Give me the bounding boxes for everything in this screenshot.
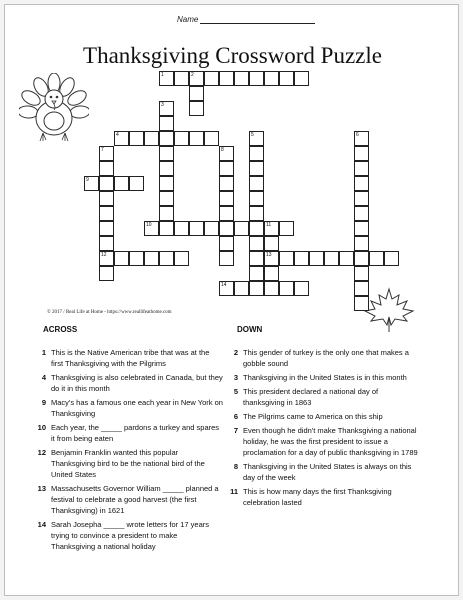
- cell-number: 8: [221, 147, 224, 153]
- crossword-cell[interactable]: [249, 71, 264, 86]
- across-clue-list: [33, 347, 223, 555]
- across-clue: [33, 347, 223, 369]
- clue-text: Thanksgiving in the United States is in this month: [243, 373, 407, 382]
- copyright-credit: © 2017 / Real Life at Home - https://www.reallifeathome.com: [47, 310, 172, 315]
- cell-number: 10: [146, 222, 152, 228]
- clue-number: 2: [233, 348, 238, 357]
- down-clue: [225, 486, 420, 508]
- crossword-cell[interactable]: [114, 251, 129, 266]
- clue-text: This president declared a national day of thanksgiving in 1863: [243, 387, 379, 407]
- crossword-cell[interactable]: [159, 146, 174, 161]
- crossword-cell[interactable]: [174, 131, 189, 146]
- cell-number: 2: [191, 72, 194, 78]
- clue-text: This gender of turkey is the only one that makes a gobble sound: [243, 348, 409, 368]
- crossword-cell[interactable]: [249, 236, 264, 251]
- clue-number: 3: [233, 373, 238, 382]
- crossword-cell[interactable]: [354, 296, 369, 311]
- crossword-cell[interactable]: [159, 131, 174, 146]
- crossword-cell[interactable]: [309, 251, 324, 266]
- crossword-cell[interactable]: [249, 221, 264, 236]
- crossword-cell[interactable]: [234, 221, 249, 236]
- crossword-cell[interactable]: [159, 206, 174, 221]
- crossword-cell[interactable]: [294, 281, 309, 296]
- crossword-cell[interactable]: [219, 206, 234, 221]
- clue-number: 9: [41, 398, 46, 407]
- crossword-cell[interactable]: [354, 281, 369, 296]
- cell-number: 12: [101, 252, 107, 258]
- clue-text: Thanksgiving is also celebrated in Canada, but they do it in this month: [51, 373, 223, 393]
- cell-number: 1: [161, 72, 164, 78]
- crossword-cell[interactable]: [279, 281, 294, 296]
- cell-number: 3: [161, 102, 164, 108]
- crossword-cell[interactable]: [204, 131, 219, 146]
- cell-number: 11: [266, 222, 272, 228]
- cell-number: 14: [221, 282, 227, 288]
- crossword-cell[interactable]: [249, 251, 264, 266]
- across-clue: [33, 483, 223, 516]
- crossword-cell[interactable]: [189, 101, 204, 116]
- crossword-cell[interactable]: [354, 146, 369, 161]
- crossword-cell[interactable]: [354, 161, 369, 176]
- crossword-cell[interactable]: [264, 266, 279, 281]
- clue-number: 7: [233, 426, 238, 435]
- crossword-cell[interactable]: [174, 221, 189, 236]
- crossword-cell[interactable]: [234, 71, 249, 86]
- crossword-cell[interactable]: [279, 71, 294, 86]
- across-clue: [33, 372, 223, 394]
- crossword-cell[interactable]: [189, 86, 204, 101]
- clue-number: 12: [37, 448, 46, 457]
- crossword-cell[interactable]: [324, 251, 339, 266]
- crossword-cell[interactable]: [219, 161, 234, 176]
- across-clue: [33, 447, 223, 480]
- crossword-cell[interactable]: [129, 131, 144, 146]
- cell-number: 6: [356, 132, 359, 138]
- crossword-cell[interactable]: [144, 131, 159, 146]
- name-label: Name: [177, 15, 199, 24]
- clue-number: 14: [37, 520, 46, 529]
- clue-number: 6: [233, 412, 238, 421]
- down-clue: [225, 347, 420, 369]
- clue-number: 8: [233, 462, 238, 471]
- across-clue: [33, 422, 223, 444]
- crossword-cell[interactable]: [99, 191, 114, 206]
- crossword-cell[interactable]: [369, 251, 384, 266]
- crossword-cell[interactable]: [219, 221, 234, 236]
- down-clue: [225, 425, 420, 458]
- crossword-cell[interactable]: [159, 251, 174, 266]
- clue-text: Even though he didn't make Thanksgiving a national holiday, he was the first president to issue a proclamation for a day of public thanksgiving in 1789: [243, 426, 418, 457]
- cell-number: 7: [101, 147, 104, 153]
- cell-number: 4: [116, 132, 119, 138]
- cell-number: 5: [251, 132, 254, 138]
- crossword-cell[interactable]: [279, 251, 294, 266]
- clue-number: 13: [37, 484, 46, 493]
- crossword-cell[interactable]: [99, 236, 114, 251]
- crossword-cell[interactable]: [204, 71, 219, 86]
- crossword-cell[interactable]: [264, 236, 279, 251]
- crossword-cell[interactable]: [294, 251, 309, 266]
- clue-number: 1: [41, 348, 46, 357]
- crossword-cell[interactable]: [219, 251, 234, 266]
- crossword-cell[interactable]: [264, 71, 279, 86]
- clue-number: 10: [37, 423, 46, 432]
- clue-number: 5: [233, 387, 238, 396]
- down-clue: [225, 372, 420, 383]
- clue-text: This is how many days the first Thanksgiving celebration lasted: [243, 487, 392, 507]
- cell-number: 9: [86, 177, 89, 183]
- clue-text: The Pilgrims came to America on this ship: [243, 412, 383, 421]
- crossword-cell[interactable]: [99, 161, 114, 176]
- crossword-cell[interactable]: [354, 236, 369, 251]
- crossword-cell[interactable]: [99, 266, 114, 281]
- cell-number: 13: [266, 252, 272, 258]
- down-clue-list: [225, 347, 420, 511]
- down-clue: [225, 411, 420, 422]
- crossword-cell[interactable]: [189, 221, 204, 236]
- crossword-cell[interactable]: [354, 176, 369, 191]
- crossword-cell[interactable]: [219, 71, 234, 86]
- crossword-cell[interactable]: [249, 206, 264, 221]
- clue-text: Benjamin Franklin wanted this popular Thanksgiving bird to be the national bird of the United States: [51, 448, 205, 479]
- crossword-cell[interactable]: [234, 281, 249, 296]
- crossword-cell[interactable]: [354, 191, 369, 206]
- crossword-cell[interactable]: [204, 221, 219, 236]
- clue-number: 4: [41, 373, 46, 382]
- down-clue: [225, 461, 420, 483]
- clue-text: Each year, the _____ pardons a turkey and spares it from being eaten: [51, 423, 220, 443]
- worksheet-page: [4, 4, 459, 596]
- crossword-cell[interactable]: [249, 191, 264, 206]
- clue-text: Sarah Josepha _____ wrote letters for 17 years trying to convince a president to make Thanksgiving a national holiday: [51, 520, 210, 551]
- clue-number: 11: [230, 487, 238, 496]
- crossword-cell[interactable]: [354, 251, 369, 266]
- crossword-cell[interactable]: [249, 161, 264, 176]
- crossword-cell[interactable]: [159, 191, 174, 206]
- crossword-cell[interactable]: [129, 176, 144, 191]
- crossword-cell[interactable]: [264, 281, 279, 296]
- crossword-cell[interactable]: [114, 176, 129, 191]
- crossword-cell[interactable]: [384, 251, 399, 266]
- across-clue: [33, 519, 223, 552]
- crossword-cell[interactable]: [354, 221, 369, 236]
- crossword-cell[interactable]: [99, 176, 114, 191]
- down-clue: [225, 386, 420, 408]
- crossword-cell[interactable]: [159, 176, 174, 191]
- page-title: Thanksgiving Crossword Puzzle: [83, 43, 382, 68]
- crossword-cell[interactable]: [249, 266, 264, 281]
- crossword-cell[interactable]: [354, 266, 369, 281]
- crossword-cell[interactable]: [249, 281, 264, 296]
- crossword-grid: [5, 5, 460, 325]
- crossword-cell[interactable]: [174, 71, 189, 86]
- crossword-cell[interactable]: [129, 251, 144, 266]
- crossword-cell[interactable]: [159, 161, 174, 176]
- crossword-cell[interactable]: [219, 176, 234, 191]
- clue-text: Thanksgiving in the United States is always on this day of the week: [243, 462, 412, 482]
- crossword-cell[interactable]: [219, 236, 234, 251]
- clue-text: This is the Native American tribe that was at the first Thanksgiving with the Pilgrims: [51, 348, 210, 368]
- crossword-cell[interactable]: [99, 206, 114, 221]
- crossword-cell[interactable]: [294, 71, 309, 86]
- clue-text: Macy's has a famous one each year in New York on Thanksgiving: [51, 398, 223, 418]
- crossword-cell[interactable]: [249, 176, 264, 191]
- down-heading: DOWN: [237, 325, 263, 334]
- clue-text: Massachusetts Governor William _____ planned a festival to celebrate a good harvest (the first Thanksgiving) in 1621: [51, 484, 219, 515]
- crossword-cell[interactable]: [174, 251, 189, 266]
- crossword-cell[interactable]: [354, 206, 369, 221]
- crossword-cell[interactable]: [159, 221, 174, 236]
- crossword-cell[interactable]: [249, 146, 264, 161]
- crossword-cell[interactable]: [219, 191, 234, 206]
- crossword-cell[interactable]: [99, 221, 114, 236]
- crossword-cell[interactable]: [189, 131, 204, 146]
- across-heading: ACROSS: [43, 325, 78, 334]
- across-clue: [33, 397, 223, 419]
- crossword-cell[interactable]: [339, 251, 354, 266]
- crossword-cell[interactable]: [279, 221, 294, 236]
- crossword-cell[interactable]: [144, 251, 159, 266]
- crossword-cell[interactable]: [159, 116, 174, 131]
